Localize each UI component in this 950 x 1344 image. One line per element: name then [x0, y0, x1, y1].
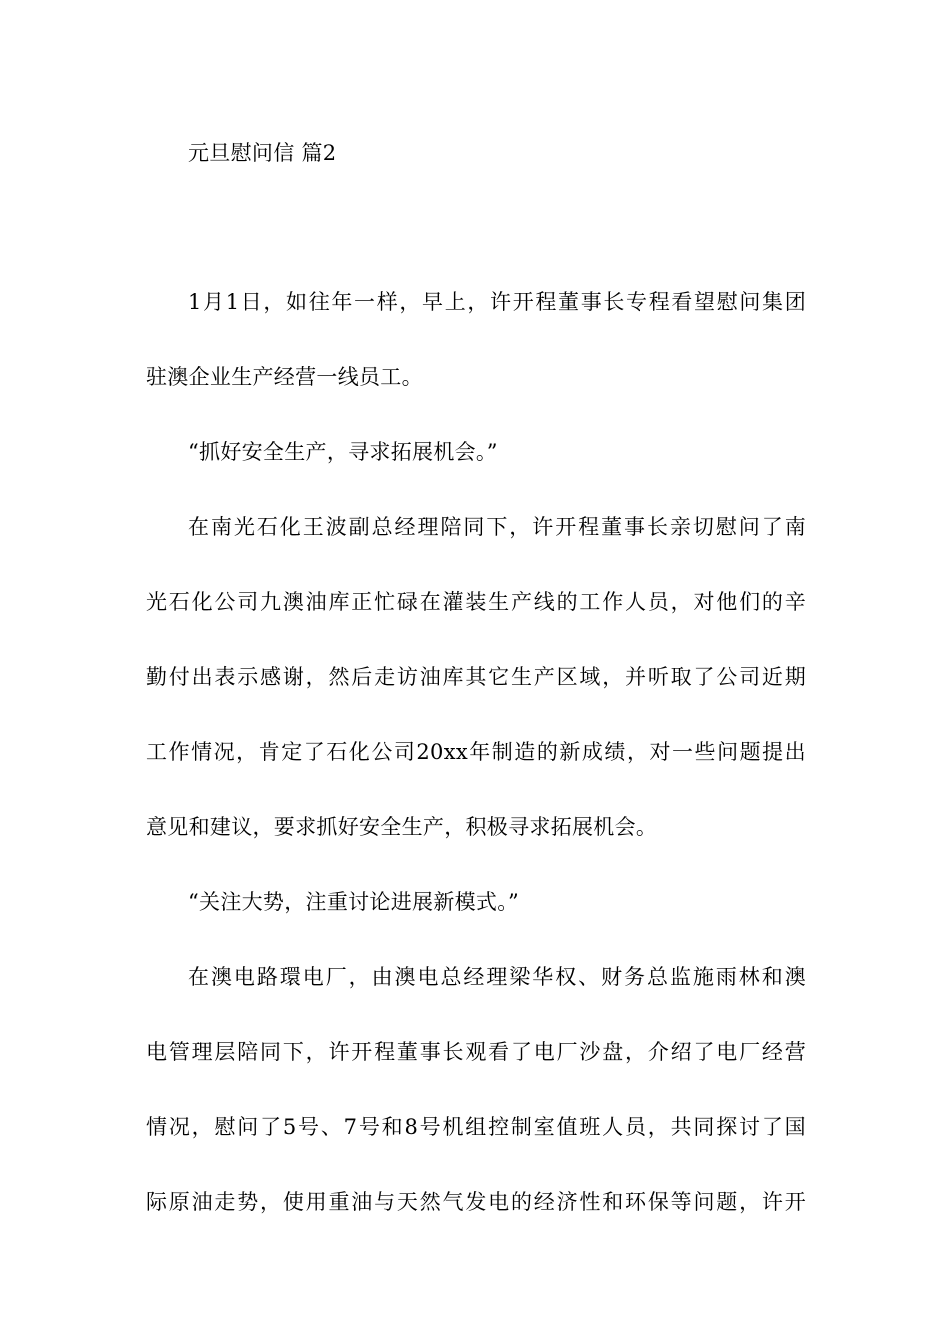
- paragraph-line: 在澳电路環电厂，由澳电总经理梁华权、财务总监施雨林和澳: [188, 965, 806, 989]
- paragraph-line: 勤付出表示感谢，然后走访油库其它生产区域，并听取了公司近期: [146, 665, 806, 689]
- paragraph-line: 情况，慰问了5号、7号和8号机组控制室值班人员，共同探讨了国: [146, 1115, 806, 1139]
- section-quote: “关注大势，注重讨论进展新模式。”: [188, 890, 520, 914]
- paragraph-line: 电管理层陪同下，许开程董事长观看了电厂沙盘，介绍了电厂经营: [146, 1040, 806, 1064]
- paragraph-line: 意见和建议，要求抓好安全生产，积极寻求拓展机会。: [146, 815, 658, 839]
- document-title: 元旦慰问信 篇2: [188, 141, 337, 165]
- paragraph-line: 1月1日，如往年一样，早上，许开程董事长专程看望慰问集团: [188, 290, 806, 314]
- paragraph-line: 在南光石化王波副总经理陪同下，许开程董事长亲切慰问了南: [188, 515, 806, 539]
- paragraph-line: 光石化公司九澳油库正忙碌在灌装生产线的工作人员，对他们的辛: [146, 590, 806, 614]
- paragraph-line: 工作情况，肯定了石化公司20xx年制造的新成绩，对一些问题提出: [146, 740, 806, 764]
- section-quote: “抓好安全生产，寻求拓展机会。”: [188, 440, 498, 464]
- paragraph-line: 驻澳企业生产经营一线员工。: [146, 365, 423, 389]
- paragraph-line: 际原油走势，使用重油与天然气发电的经济性和环保等问题，许开: [146, 1190, 806, 1214]
